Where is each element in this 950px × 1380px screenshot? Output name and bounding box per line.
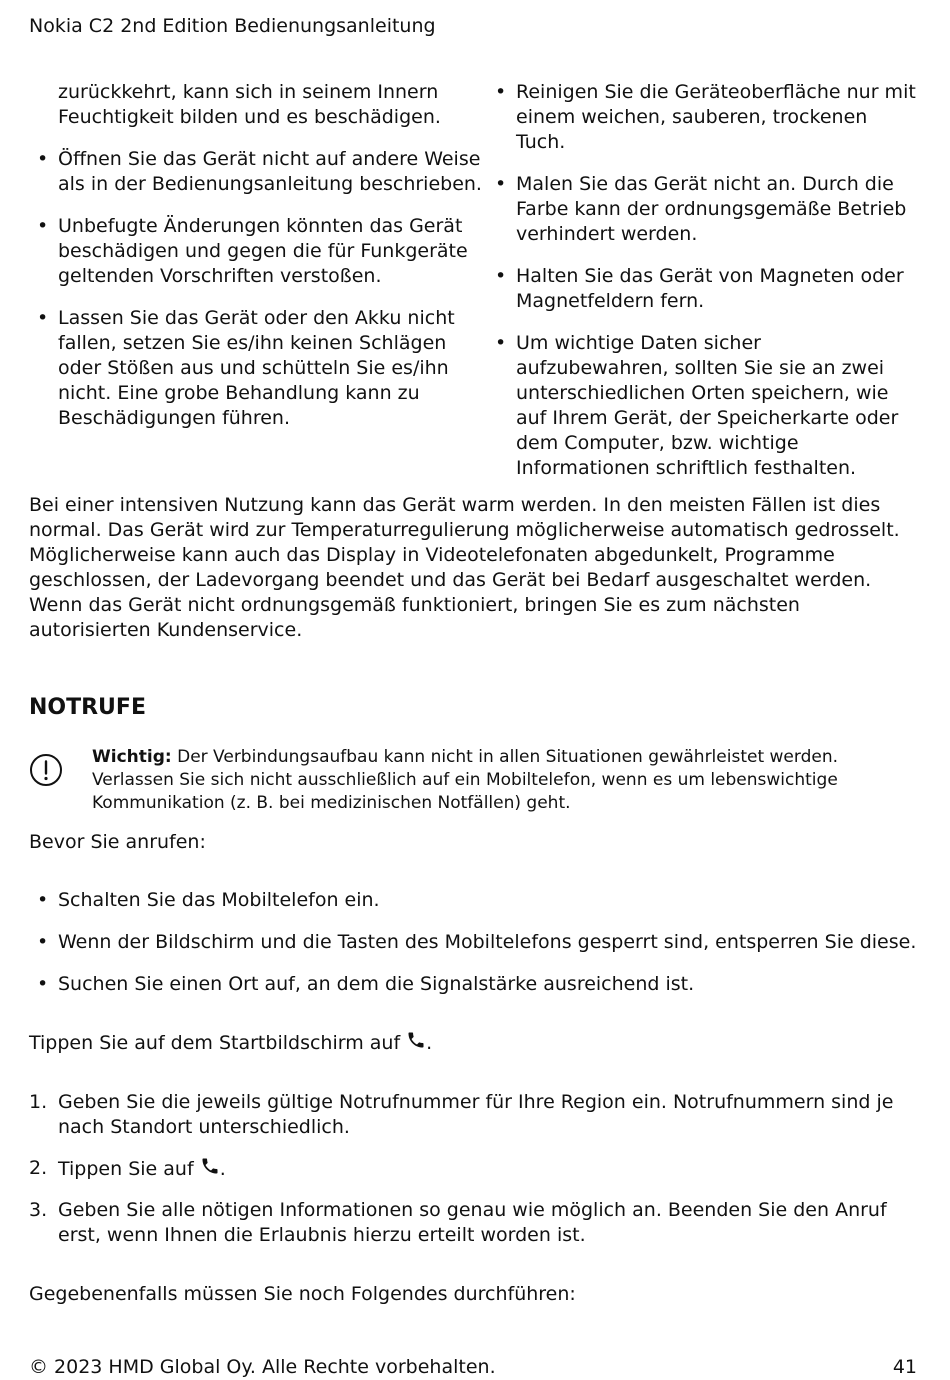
list-item (29, 1156, 919, 1182)
list-item (487, 264, 919, 314)
bullet: • (495, 265, 507, 287)
step-number: 2. (29, 1157, 48, 1179)
list-item-text: Malen Sie das Gerät nicht an. Durch die Farbe kann der ordnungsgemäße Betrieb verhindert werden. (516, 173, 907, 245)
list-item (29, 972, 919, 997)
list-item-text: zurückkehrt, kann sich in seinem Innern Feuchtigkeit bilden und es beschädigen. (58, 81, 441, 128)
document-header: Nokia C2 2nd Edition Bedienungsanleitung (29, 15, 436, 37)
list-item (29, 1090, 919, 1140)
bullet: • (37, 307, 49, 329)
list-item (29, 306, 487, 431)
bullet: • (495, 81, 507, 103)
step-number: 3. (29, 1199, 48, 1221)
left-column (29, 80, 487, 498)
footer-copyright: © 2023 HMD Global Oy. Alle Rechte vorbehalten. (29, 1356, 496, 1378)
safety-columns (29, 80, 919, 498)
notice-body: Der Verbindungsaufbau kann nicht in allen Situationen gewährleistet werden. Verlassen Sie sich nicht ausschließlich auf ein Mobiltelefon, wenn es um lebenswichtige Kommunikation (z. B. bei medizinischen Notfällen) geht. (92, 747, 838, 813)
bullet: • (495, 173, 507, 195)
list-item (487, 80, 919, 155)
further-steps-text: Gegebenenfalls müssen Sie noch Folgendes durchführen: (29, 1283, 576, 1305)
list-item (487, 331, 919, 481)
list-item-text: Wenn der Bildschirm und die Tasten des Mobiltelefons gesperrt sind, entsperren Sie diese. (58, 931, 917, 953)
step-text: Geben Sie alle nötigen Informationen so genau wie möglich an. Beenden Sie den Anruf erst, wenn Ihnen die Erlaubnis hierzu erteilt worden ist. (58, 1199, 887, 1246)
step-text-end: . (219, 1158, 226, 1180)
notice-label-separator: : (164, 747, 172, 767)
before-call-text: Bevor Sie anrufen: (29, 831, 206, 853)
steps-list (29, 1090, 919, 1264)
step-number: 1. (29, 1091, 48, 1113)
before-call-list (29, 888, 919, 1014)
phone-icon (200, 1156, 220, 1176)
bullet: • (495, 332, 507, 354)
step-text: Geben Sie die jeweils gültige Notrufnummer für Ihre Region ein. Notrufnummern sind je nach Standort unterschiedlich. (58, 1091, 894, 1138)
list-item-text: Um wichtige Daten sicher aufzubewahren, sollten Sie sie an zwei unterschiedlichen Orten speichern, wie auf Ihrem Gerät, der Speicherkarte oder dem Computer, bzw. wichtige Informationen schriftlich festhalten. (516, 332, 899, 479)
notice-label: Wichtig (92, 747, 165, 767)
list-item (487, 172, 919, 247)
list-item (29, 80, 487, 130)
step-text: Tippen Sie auf (58, 1158, 200, 1180)
list-item-text: Lassen Sie das Gerät oder den Akku nicht fallen, setzen Sie es/ihn keinen Schlägen oder Stößen aus und schütteln Sie es/ihn nicht. Eine grobe Behandlung kann zu Beschädigungen führen. (58, 307, 455, 429)
heat-paragraph: Bei einer intensiven Nutzung kann das Gerät warm werden. In den meisten Fällen ist dies normal. Das Gerät wird zur Temperaturregulierung möglicherweise automatisch gedrosselt. Möglicherweise kann auch das Display in Videotelefonaten abgedunkelt, Programme geschlossen, der Ladevorgang beendet und das Gerät bei Bedarf ausgeschaltet werden. Wenn das Gerät nicht ordnungsgemäß funktioniert, bringen Sie es zum nächsten autorisierten Kundenservice. (29, 494, 900, 641)
notice-text (92, 746, 919, 815)
tap-instruction-text: Tippen Sie auf dem Startbildschirm auf (29, 1032, 407, 1054)
list-item-text: Halten Sie das Gerät von Magneten oder Magnetfeldern fern. (516, 265, 904, 312)
bullet: • (37, 889, 49, 911)
list-item (29, 1198, 919, 1248)
page-number: 41 (892, 1356, 917, 1378)
list-item (29, 888, 919, 913)
list-item-text: Öffnen Sie das Gerät nicht auf andere Weise als in der Bedienungsanleitung beschrieben. (58, 148, 482, 195)
bullet: • (37, 931, 49, 953)
list-item (29, 214, 487, 289)
important-notice (29, 746, 919, 815)
tap-instruction (29, 1030, 919, 1056)
tap-instruction-end: . (426, 1032, 433, 1054)
right-column (487, 80, 919, 498)
phone-icon (406, 1030, 426, 1050)
list-item-text: Suchen Sie einen Ort auf, an dem die Signalstärke ausreichend ist. (58, 973, 695, 995)
list-item (29, 930, 919, 955)
list-item-text: Reinigen Sie die Geräteoberfläche nur mit einem weichen, sauberen, trockenen Tuch. (516, 81, 916, 153)
list-item-text: Unbefugte Änderungen könnten das Gerät beschädigen und gegen die für Funkgeräte geltenden Vorschriften verstoßen. (58, 215, 468, 287)
bullet: • (37, 215, 49, 237)
section-title: NOTRUFE (29, 695, 146, 720)
list-item-text: Schalten Sie das Mobiltelefon ein. (58, 889, 380, 911)
bullet: • (37, 148, 49, 170)
list-item (29, 147, 487, 197)
important-icon (29, 746, 92, 815)
bullet: • (37, 973, 49, 995)
